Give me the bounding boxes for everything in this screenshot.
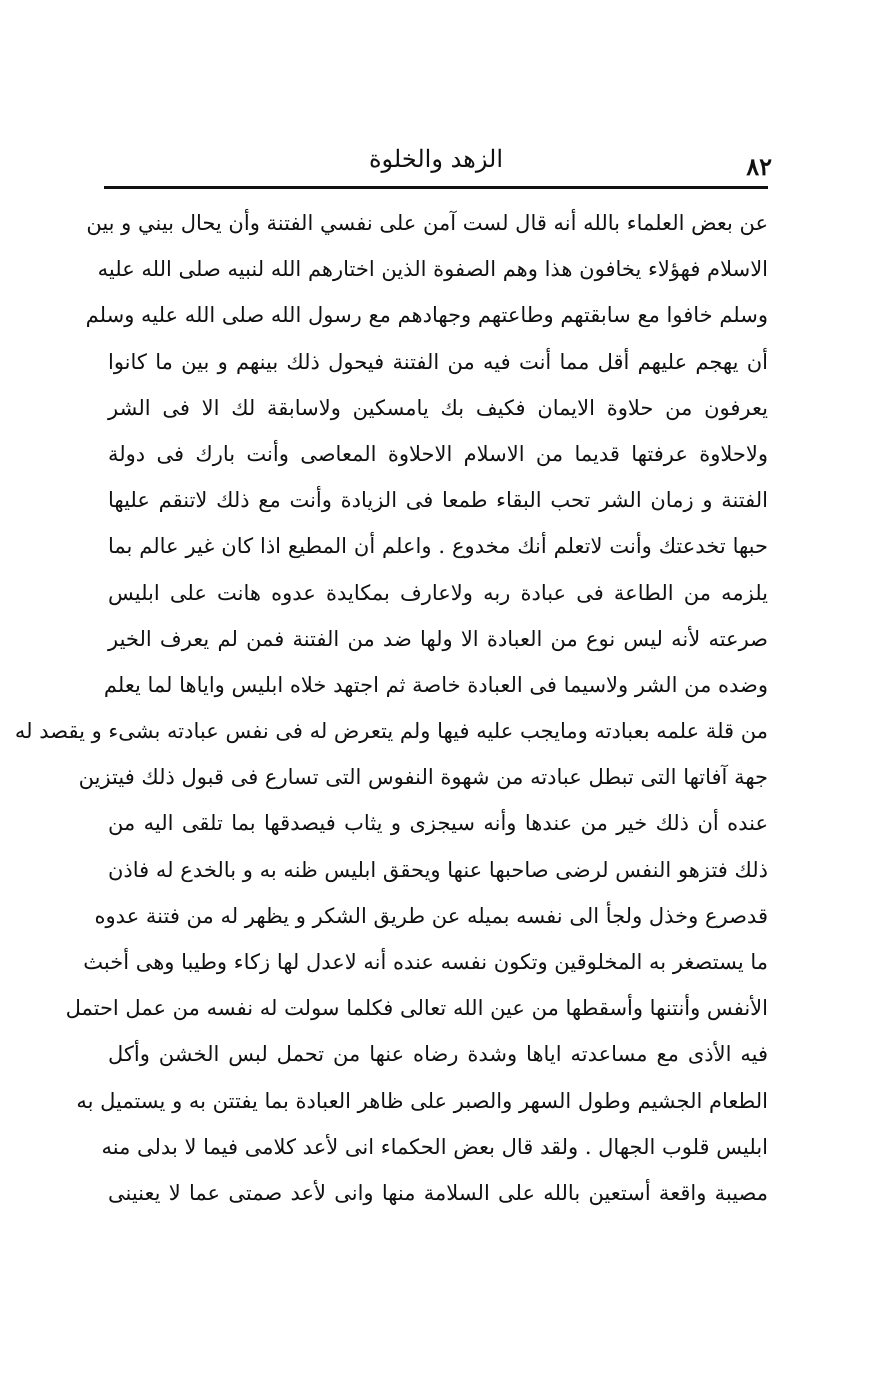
header-rule bbox=[104, 186, 768, 189]
page-header bbox=[100, 140, 772, 184]
text-line: الفتنة و زمان الشر تحب البقاء طمعا فى الزيادة وأنت مع ذلك لاتنقم عليها bbox=[108, 488, 768, 513]
text-line: حبها تخدعتك وأنت لاتعلم أنك مخدوع . واعلم أن المطيع اذا كان غير عالم بما bbox=[108, 534, 768, 559]
text-line: صرعته لأنه ليس نوع من العبادة الا ولها ضد من الفتنة فمن لم يعرف الخير bbox=[108, 626, 768, 651]
text-line: مصيبة واقعة أستعين بالله على السلامة منها وانى لأعد صمتى عما لا يعنينى bbox=[108, 1180, 768, 1205]
text-line: وضده من الشر ولاسيما فى العبادة خاصة ثم اجتهد خلاه ابليس واياها لما يعلم bbox=[103, 672, 768, 697]
text-line: عنده أن ذلك خير من عندها وأنه سيجزى و يثاب فيصدقها بما تلقى اليه من bbox=[108, 811, 768, 836]
text-line: ابليس قلوب الجهال . ولقد قال بعض الحكماء انى لأعد كلامى فيما لا بدلى منه bbox=[101, 1134, 768, 1159]
text-line: يلزمه من الطاعة فى عبادة ربه ولاعارف بمكايدة عدوه هانت على ابليس bbox=[108, 580, 768, 605]
body-text bbox=[14, 200, 768, 1216]
text-line: ما يستصغر به المخلوقين وتكون نفسه عنده أنه لاعدل لها زكاء وطيبا وهى أخبث bbox=[83, 950, 768, 974]
text-line: أن يهجم عليهم أقل مما أنت فيه من الفتنة فيحول ذلك بينهم و بين ما كانوا bbox=[108, 349, 768, 374]
text-line: قدصرع وخذل ولجأ الى نفسه بميله عن طريق الشكر و يظهر له من فتنة عدوه bbox=[94, 903, 768, 928]
text-line: يعرفون من حلاوة الايمان فكيف بك يامسكين ولاسابقة لك الا فى الشر bbox=[108, 395, 768, 420]
text-line: ولاحلاوة عرفتها قديما من الاسلام الاحلاوة المعاصى وأنت بارك فى دولة bbox=[108, 441, 768, 466]
text-line: الأنفس وأنتنها وأسقطها من عين الله تعالى فكلما سولت له نفسه من عمل احتمل bbox=[65, 996, 768, 1021]
running-title: الزهد والخلوة bbox=[368, 145, 504, 173]
text-line: ذلك فتزهو النفس لرضى صاحبها عنها ويحقق ابليس ظنه به و بالخدع له فاذن bbox=[108, 857, 768, 882]
text-line: جهة آفاتها التى تبطل عبادته من شهوة النفوس التى تسارع فى قبول ذلك فيتزين bbox=[78, 765, 768, 790]
page-number: ٨٢ bbox=[746, 152, 772, 181]
text-line: فيه الأذى مع مساعدته اياها وشدة رضاه عنها من تحمل لبس الخشن وأكل bbox=[108, 1042, 768, 1067]
text-line: وسلم خافوا مع سابقتهم وطاعتهم وجهادهم مع رسول الله صلى الله عليه وسلم bbox=[85, 303, 768, 328]
text-line: عن بعض العلماء بالله أنه قال لست آمن على نفسي الفتنة وأن يحال بيني و بين bbox=[86, 211, 768, 235]
text-line: من قلة علمه بعبادته ومايجب عليه فيها ولم يتعرض له فى نفس عبادته بشىء و يقصد له bbox=[14, 719, 768, 744]
text-line: الطعام الجشيم وطول السهر والصبر على ظاهر العبادة بما يفتتن به و يستميل به bbox=[76, 1088, 768, 1113]
text-line: الاسلام فهؤلاء يخافون هذا وهم الصفوة الذين اختارهم الله لنبيه صلى الله عليه bbox=[97, 257, 768, 282]
